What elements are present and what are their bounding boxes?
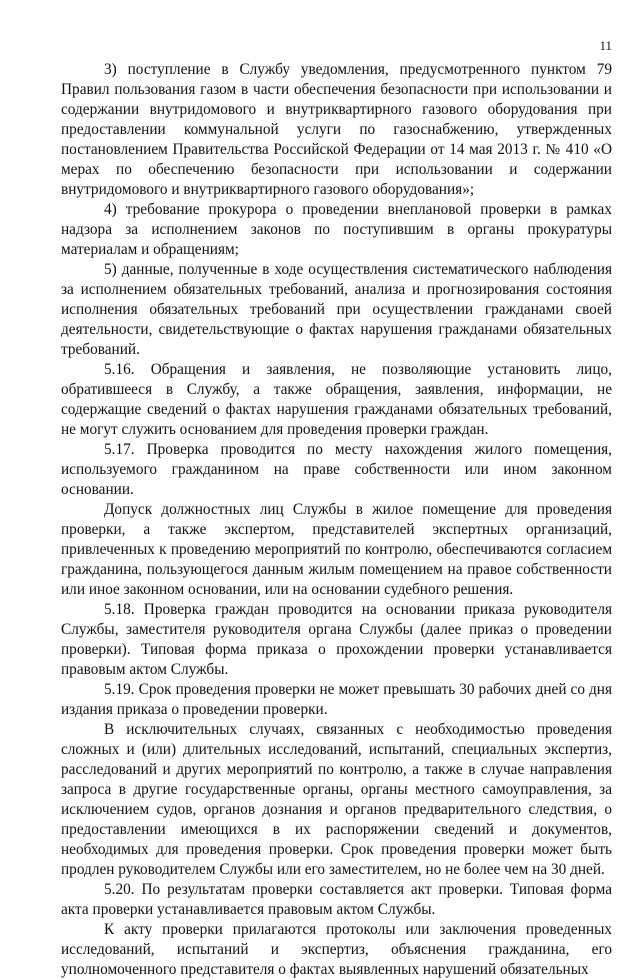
- paragraph-5-16: 5.16. Обращения и заявления, не позволяющие установить лицо, обратившееся в Службу, а также обращения, заявления, информации, не содержащие сведений о фактах нарушения гражданами обязательных требований, не могут служить основанием для проведения проверки граждан.: [61, 361, 612, 438]
- paragraph-item-4: 4) требование прокурора о проведении внеплановой проверки в рамках надзора за исполнением законов по поступившим в органы прокуратуры материалам и обращениям;: [61, 201, 612, 258]
- paragraph-5-17: 5.17. Проверка проводится по месту нахождения жилого помещения, используемого гражданином на праве собственности или ином законном основании.: [61, 441, 612, 498]
- paragraph-item-5: 5) данные, полученные в ходе осуществления систематического наблюдения за исполнением обязательных требований, анализа и прогнозирования состояния исполнения обязательных требований при осуществлении гражданами своей деятельности, свидетельствующие о фактах нарушения гражданами обязательных требований.: [61, 261, 612, 358]
- paragraph-5-18: 5.18. Проверка граждан проводится на основании приказа руководителя Службы, заместителя руководителя органа Службы (далее приказ о проведении проверки). Типовая форма приказа о прохождении проверки устанавливается правовым актом Службы.: [61, 601, 612, 678]
- document-body: [61, 60, 612, 980]
- paragraph-5-20: 5.20. По результатам проверки составляется акт проверки. Типовая форма акта проверки устанавливается правовым актом Службы.: [61, 881, 612, 918]
- paragraph-access: Допуск должностных лиц Службы в жилое помещение для проведения проверки, а также экспертом, представителей экспертных организаций, привлеченных к проведению мероприятий по контролю, обеспечиваются согласием гражданина, пользующегося данным жилым помещением на правое собственности или иное законном основании, или на основании судебного решения.: [61, 501, 612, 598]
- paragraph-5-19: 5.19. Срок проведения проверки не может превышать 30 рабочих дней со дня издания приказа о проведении проверки.: [61, 681, 612, 718]
- page-number: 11: [599, 38, 612, 53]
- paragraph-exceptional-cases: В исключительных случаях, связанных с необходимостью проведения сложных и (или) длительных исследований, испытаний, специальных экспертиз, расследований и других мероприятий по контролю, а также в случае направления запроса в другие государственные органы, органы местного самоуправления, за исключением судов, органов дознания и органов предварительного следствия, о предоставлении имеющихся в их распоряжении сведений и документов, необходимых для проведения проверки. Срок проведения проверки может быть продлен руководителем Службы или его заместителем, но не более чем на 30 дней.: [61, 721, 612, 878]
- paragraph-attachments: К акту проверки прилагаются протоколы или заключения проведенных исследований, испытаний и экспертиз, объяснения гражданина, его уполномоченного представителя о фактах выявленных нарушений обязательных: [61, 921, 612, 978]
- paragraph-item-3: 3) поступление в Службу уведомления, предусмотренного пунктом 79 Правил пользования газом в части обеспечения безопасности при использовании и содержании внутридомового и внутриквартирного газового оборудования при предоставлении коммунальной услуги по газоснабжению, утвержденных постановлением Правительства Российской Федерации от 14 мая 2013 г. № 410 «О мерах по обеспечению безопасности при использовании и содержании внутридомового и внутриквартирного газового оборудования»;: [61, 61, 612, 198]
